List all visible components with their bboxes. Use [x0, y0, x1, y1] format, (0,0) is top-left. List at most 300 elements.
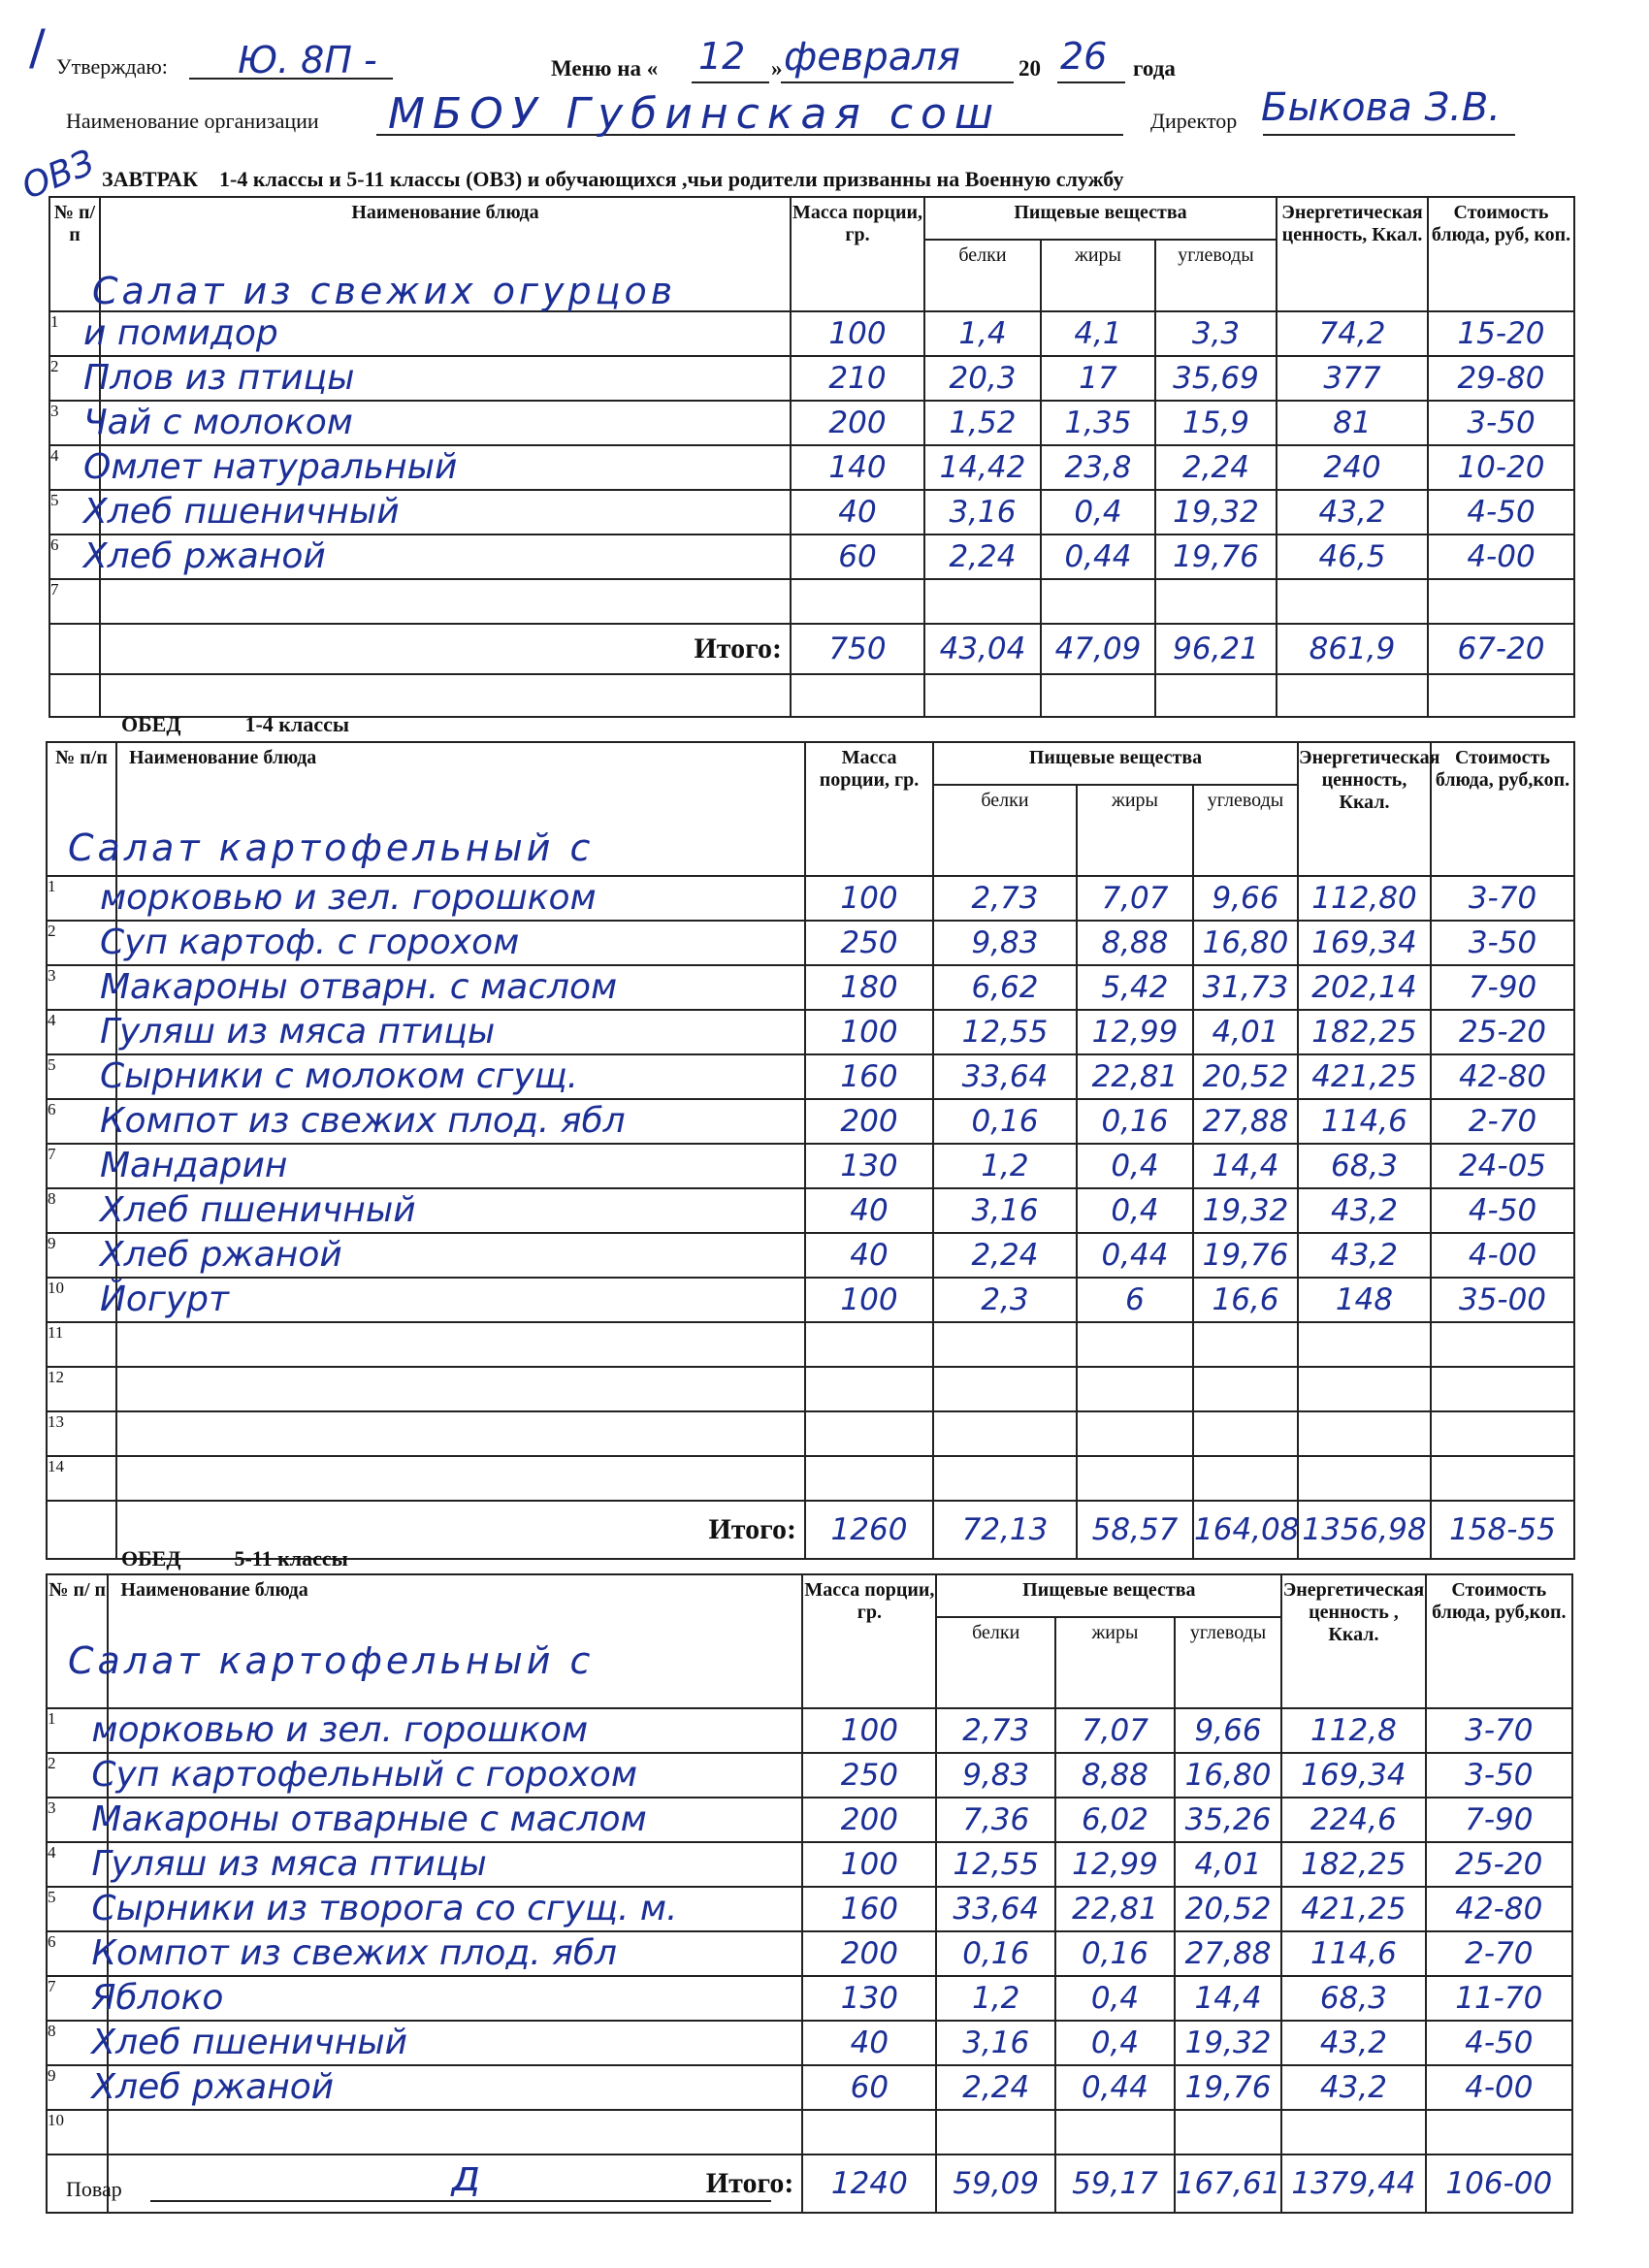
- cost-value: 42-80: [1426, 1887, 1572, 1931]
- mass-value: [805, 1456, 933, 1501]
- protein-value: 33,64: [936, 1887, 1055, 1931]
- dish-name: [83, 445, 791, 490]
- energy-value: 43,2: [1298, 1188, 1431, 1233]
- dish-name: [83, 535, 791, 579]
- fat-value: 0,44: [1041, 535, 1155, 579]
- cost-value: 3-50: [1428, 401, 1574, 445]
- menu-year-prefix: 20: [1018, 56, 1041, 81]
- row-number: 6: [49, 535, 100, 579]
- fat-value: 6,02: [1055, 1798, 1175, 1842]
- col-fat-header: жиры: [1055, 1617, 1175, 1708]
- lunch-1-4-title: ОБЕД 1-4 классы: [121, 712, 350, 736]
- energy-value: [1298, 1367, 1431, 1411]
- col-name-header: Наименование блюда: [108, 1574, 802, 1708]
- table-row: [47, 1842, 1572, 1887]
- carbs-value: 19,76: [1175, 2065, 1281, 2110]
- protein-value: 12,55: [936, 1842, 1055, 1887]
- table-row: [49, 356, 1574, 401]
- menu-year-label: года: [1133, 56, 1176, 81]
- lunch-5-11-total-carbs: 167,61: [1175, 2155, 1281, 2213]
- carbs-value: 27,88: [1175, 1931, 1281, 1976]
- lunch-1-4-total-label: Итого:: [116, 1501, 805, 1559]
- mass-value: 200: [805, 1099, 933, 1144]
- breakfast-total-cost: 67-20: [1428, 624, 1574, 674]
- col-name-header: Наименование блюда: [116, 742, 805, 876]
- fat-value: 22,81: [1077, 1054, 1193, 1099]
- lunch-1-4-total-fat: 58,57: [1077, 1501, 1193, 1559]
- mass-value: 160: [802, 1887, 936, 1931]
- mass-value: 40: [805, 1188, 933, 1233]
- fat-value: 0,4: [1077, 1144, 1193, 1188]
- carbs-value: 16,6: [1193, 1278, 1298, 1322]
- cost-value: 35-00: [1431, 1278, 1574, 1322]
- row-number: 4: [49, 445, 100, 490]
- fat-value: 17: [1041, 356, 1155, 401]
- dish-name-text: Хлеб пшеничный: [83, 492, 400, 532]
- row-number: 4: [47, 1842, 108, 1887]
- energy-value: 43,2: [1298, 1233, 1431, 1278]
- carbs-value: 35,26: [1175, 1798, 1281, 1842]
- protein-value: [936, 2110, 1055, 2155]
- carbs-value: 14,4: [1193, 1144, 1298, 1188]
- col-mass-header: Масса порции, гр.: [805, 742, 933, 876]
- cost-value: 42-80: [1431, 1054, 1574, 1099]
- dish-name-text: Гуляш из мяса птицы: [100, 1012, 496, 1052]
- menu-month: февраля: [784, 35, 960, 80]
- table-row: [47, 1233, 1574, 1278]
- mass-value: 210: [791, 356, 924, 401]
- fat-value: 0,4: [1055, 2021, 1175, 2065]
- row-number: 10: [47, 1278, 116, 1322]
- cost-value: 3-70: [1431, 876, 1574, 921]
- row-number: 10: [47, 2110, 108, 2155]
- carbs-value: 19,32: [1155, 490, 1277, 535]
- breakfast-total-protein: 43,04: [924, 624, 1041, 674]
- col-energy-header: Энергетическая ценность, Ккал.: [1298, 742, 1431, 876]
- table-row: [47, 1144, 1574, 1188]
- carbs-value: 19,76: [1155, 535, 1277, 579]
- energy-value: 112,80: [1298, 876, 1431, 921]
- row-number: 13: [47, 1411, 116, 1456]
- dish-name: [100, 876, 805, 921]
- fat-value: 0,16: [1077, 1099, 1193, 1144]
- dish-name: [100, 1144, 805, 1188]
- dish-name-text: Яблоко: [91, 1978, 224, 2018]
- protein-value: 1,52: [924, 401, 1041, 445]
- energy-value: 43,2: [1277, 490, 1428, 535]
- table-row: [47, 1708, 1572, 1753]
- carbs-value: 31,73: [1193, 965, 1298, 1010]
- row-number: 2: [49, 356, 100, 401]
- dish-name-text: Сырники с молоком сгущ.: [100, 1056, 579, 1096]
- fat-value: [1077, 1456, 1193, 1501]
- table-row: [49, 311, 1574, 356]
- col-carbs-header: углеводы: [1193, 785, 1298, 876]
- fat-value: 0,4: [1041, 490, 1155, 535]
- protein-value: 1,2: [936, 1976, 1055, 2021]
- energy-value: 421,25: [1298, 1054, 1431, 1099]
- fat-value: 12,99: [1077, 1010, 1193, 1054]
- dish-name: [83, 490, 791, 535]
- cost-value: 3-70: [1426, 1708, 1572, 1753]
- dish-name-text: морковью и зел. горошком: [91, 1710, 589, 1750]
- lunch-1-4-total-cost: 158-55: [1431, 1501, 1574, 1559]
- table-row: [49, 401, 1574, 445]
- row-number: 7: [47, 1976, 108, 2021]
- cook-signature: д: [451, 2152, 481, 2201]
- protein-value: 33,64: [933, 1054, 1077, 1099]
- cost-value: 4-00: [1426, 2065, 1572, 2110]
- dish-name: [83, 311, 791, 356]
- menu-day-close: »: [771, 56, 783, 81]
- fat-value: 0,16: [1055, 1931, 1175, 1976]
- row-number: 12: [47, 1367, 116, 1411]
- table-row: [47, 1887, 1572, 1931]
- table-row: [47, 1278, 1574, 1322]
- approve-signature: Ю. 8П -: [238, 39, 377, 81]
- mass-value: 40: [791, 490, 924, 535]
- energy-value: 114,6: [1281, 1931, 1425, 1976]
- protein-value: 2,24: [924, 535, 1041, 579]
- table-row: [47, 1367, 1574, 1411]
- fat-value: 0,44: [1055, 2065, 1175, 2110]
- mass-value: 100: [805, 1010, 933, 1054]
- row-number: 1: [49, 311, 100, 356]
- dish-name-text: Сырники из творога со сгущ. м.: [91, 1889, 678, 1928]
- dish-name-text: Хлеб ржаной: [100, 1235, 342, 1275]
- table-row: [49, 445, 1574, 490]
- dish-name-text: Плов из птицы: [83, 358, 355, 398]
- protein-value: 2,3: [933, 1278, 1077, 1322]
- row-number: 7: [49, 579, 100, 624]
- cost-value: [1431, 1322, 1574, 1367]
- dish-name: [100, 579, 791, 624]
- table-row: [47, 2065, 1572, 2110]
- col-protein-header: белки: [936, 1617, 1055, 1708]
- energy-value: 114,6: [1298, 1099, 1431, 1144]
- energy-value: 169,34: [1281, 1753, 1425, 1798]
- row-number: 14: [47, 1456, 116, 1501]
- cost-value: [1431, 1367, 1574, 1411]
- mass-value: 40: [802, 2021, 936, 2065]
- protein-value: [933, 1322, 1077, 1367]
- breakfast-pre-name: Салат из свежих огурцов: [92, 270, 677, 312]
- top-mark: /: [29, 19, 46, 76]
- lunch-5-11-total-protein: 59,09: [936, 2155, 1055, 2213]
- protein-value: 7,36: [936, 1798, 1055, 1842]
- col-mass-header: Масса порции, гр.: [791, 197, 924, 311]
- lunch-5-11-total-fat: 59,17: [1055, 2155, 1175, 2213]
- breakfast-total-energy: 861,9: [1277, 624, 1428, 674]
- col-energy-header: Энергетическая ценность , Ккал.: [1281, 1574, 1425, 1708]
- dish-name-text: Макароны отварные с маслом: [91, 1799, 647, 1839]
- protein-value: 9,83: [936, 1753, 1055, 1798]
- cost-value: 4-50: [1431, 1188, 1574, 1233]
- protein-value: [933, 1367, 1077, 1411]
- col-nutrients-header: Пищевые вещества: [936, 1574, 1281, 1617]
- dish-name: [100, 1010, 805, 1054]
- lunch-1-4-pre-name: Салат картофельный с: [68, 826, 595, 869]
- dish-name: [91, 1708, 802, 1753]
- carbs-value: 19,32: [1175, 2021, 1281, 2065]
- cost-value: 10-20: [1428, 445, 1574, 490]
- fat-value: 4,1: [1041, 311, 1155, 356]
- protein-value: 0,16: [936, 1931, 1055, 1976]
- margin-note-ovz: ОВЗ: [16, 143, 101, 208]
- dish-name: [100, 965, 805, 1010]
- row-number: 11: [47, 1322, 116, 1367]
- energy-value: 421,25: [1281, 1887, 1425, 1931]
- row-number: 5: [47, 1054, 116, 1099]
- protein-value: [933, 1411, 1077, 1456]
- carbs-value: [1175, 2110, 1281, 2155]
- fat-value: [1041, 579, 1155, 624]
- cost-value: 7-90: [1431, 965, 1574, 1010]
- col-energy-header: Энергетическая ценность, Ккал.: [1277, 197, 1428, 311]
- protein-value: 3,16: [936, 2021, 1055, 2065]
- mass-value: [805, 1367, 933, 1411]
- fat-value: [1077, 1322, 1193, 1367]
- carbs-value: 14,4: [1175, 1976, 1281, 2021]
- energy-value: 240: [1277, 445, 1428, 490]
- lunch-5-11-title: ОБЕД 5-11 классы: [121, 1546, 348, 1571]
- row-number: 5: [47, 1887, 108, 1931]
- breakfast-total-carbs: 96,21: [1155, 624, 1277, 674]
- cost-value: 4-50: [1428, 490, 1574, 535]
- row-number: 1: [47, 1708, 108, 1753]
- energy-value: 43,2: [1281, 2065, 1425, 2110]
- mass-value: [805, 1322, 933, 1367]
- breakfast-title: ЗАВТРАК 1-4 классы и 5-11 классы (ОВЗ) и обучающихся ,чьи родители призванны на Военную службу: [102, 167, 1124, 191]
- col-num-header: № п/п: [49, 197, 100, 311]
- table-row: [47, 1456, 1574, 1501]
- director-label: Директор: [1150, 109, 1238, 133]
- cost-value: 29-80: [1428, 356, 1574, 401]
- table-row: [47, 1798, 1572, 1842]
- dish-name: [91, 2065, 802, 2110]
- energy-value: 46,5: [1277, 535, 1428, 579]
- protein-value: 1,4: [924, 311, 1041, 356]
- energy-value: 224,6: [1281, 1798, 1425, 1842]
- row-number: 6: [47, 1931, 108, 1976]
- dish-name-text: Омлет натуральный: [83, 447, 458, 487]
- energy-value: 182,25: [1298, 1010, 1431, 1054]
- carbs-value: [1193, 1456, 1298, 1501]
- cost-value: 25-20: [1431, 1010, 1574, 1054]
- protein-value: 3,16: [933, 1188, 1077, 1233]
- mass-value: 130: [802, 1976, 936, 2021]
- carbs-value: 20,52: [1175, 1887, 1281, 1931]
- table-row: [47, 1753, 1572, 1798]
- cost-value: 2-70: [1431, 1099, 1574, 1144]
- fat-value: [1077, 1367, 1193, 1411]
- carbs-value: [1193, 1411, 1298, 1456]
- energy-value: 377: [1277, 356, 1428, 401]
- lunch-5-11-pre-name: Салат картофельный с: [68, 1639, 595, 1682]
- approve-label: Утверждаю:: [56, 54, 168, 79]
- carbs-value: 3,3: [1155, 311, 1277, 356]
- mass-value: 40: [805, 1233, 933, 1278]
- dish-name: [91, 1842, 802, 1887]
- row-number: 5: [49, 490, 100, 535]
- dish-name-text: и помидор: [83, 313, 278, 353]
- mass-value: 200: [802, 1931, 936, 1976]
- dish-name: [100, 1278, 805, 1322]
- row-number: 4: [47, 1010, 116, 1054]
- carbs-value: 15,9: [1155, 401, 1277, 445]
- protein-value: 20,3: [924, 356, 1041, 401]
- lunch-1-4-total-energy: 1356,98: [1298, 1501, 1431, 1559]
- energy-value: [1281, 2110, 1425, 2155]
- energy-value: [1298, 1456, 1431, 1501]
- energy-value: 74,2: [1277, 311, 1428, 356]
- protein-value: 2,73: [933, 876, 1077, 921]
- carbs-value: 27,88: [1193, 1099, 1298, 1144]
- breakfast-total-label: Итого:: [100, 624, 791, 674]
- protein-value: 12,55: [933, 1010, 1077, 1054]
- fat-value: 7,07: [1055, 1708, 1175, 1753]
- fat-value: 0,44: [1077, 1233, 1193, 1278]
- mass-value: 60: [802, 2065, 936, 2110]
- dish-name-text: Компот из свежих плод. ябл: [91, 1933, 618, 1973]
- dish-name-text: Йогурт: [100, 1280, 229, 1319]
- dish-name: [91, 1753, 802, 1798]
- col-nutrients-header: Пищевые вещества: [924, 197, 1277, 240]
- dish-name: [83, 401, 791, 445]
- table-row: [47, 1010, 1574, 1054]
- dish-name: [91, 1976, 802, 2021]
- table-row: [47, 965, 1574, 1010]
- mass-value: 100: [805, 1278, 933, 1322]
- carbs-value: 16,80: [1175, 1753, 1281, 1798]
- protein-value: 6,62: [933, 965, 1077, 1010]
- fat-value: 8,88: [1077, 921, 1193, 965]
- cost-value: [1431, 1456, 1574, 1501]
- dish-name-text: Хлеб пшеничный: [91, 2023, 408, 2062]
- protein-value: 2,24: [933, 1233, 1077, 1278]
- col-nutrients-header: Пищевые вещества: [933, 742, 1298, 785]
- table-row: [47, 1411, 1574, 1456]
- cost-value: 2-70: [1426, 1931, 1572, 1976]
- dish-name-text: Компот из свежих плод. ябл: [100, 1101, 626, 1141]
- dish-name-text: морковью и зел. горошком: [100, 878, 597, 918]
- cost-value: 3-50: [1431, 921, 1574, 965]
- cost-value: 11-70: [1426, 1976, 1572, 2021]
- dish-name: [91, 1931, 802, 1976]
- breakfast-total-mass: 750: [791, 624, 924, 674]
- dish-name: [108, 2110, 802, 2155]
- dish-name: [100, 1054, 805, 1099]
- mass-value: 60: [791, 535, 924, 579]
- menu-title-label: Меню на «: [551, 56, 659, 81]
- mass-value: 180: [805, 965, 933, 1010]
- row-number: 1: [47, 876, 116, 921]
- dish-name-text: Суп картоф. с горохом: [100, 923, 520, 962]
- mass-value: 200: [802, 1798, 936, 1842]
- dish-name-text: Хлеб ржаной: [83, 536, 326, 576]
- energy-value: [1298, 1411, 1431, 1456]
- col-num-header: № п/п: [47, 742, 116, 876]
- row-number: 8: [47, 2021, 108, 2065]
- dish-name-text: Макароны отварн. с маслом: [100, 967, 618, 1007]
- mass-value: 130: [805, 1144, 933, 1188]
- col-fat-header: жиры: [1077, 785, 1193, 876]
- fat-value: [1055, 2110, 1175, 2155]
- row-number: 2: [47, 921, 116, 965]
- lunch-5-11-total-cost: 106-00: [1426, 2155, 1572, 2213]
- table-row: [49, 579, 1574, 624]
- protein-value: 2,24: [936, 2065, 1055, 2110]
- cost-value: 4-00: [1428, 535, 1574, 579]
- dish-name: [116, 1322, 805, 1367]
- org-label: Наименование организации: [66, 109, 319, 133]
- mass-value: 100: [802, 1708, 936, 1753]
- lunch-5-11-total-label: Итого:: [108, 2155, 802, 2213]
- cost-value: 15-20: [1428, 311, 1574, 356]
- dish-name: [83, 356, 791, 401]
- cost-value: 24-05: [1431, 1144, 1574, 1188]
- carbs-value: 4,01: [1175, 1842, 1281, 1887]
- dish-name-text: Мандарин: [100, 1146, 288, 1185]
- col-cost-header: Стоимость блюда, руб,коп.: [1426, 1574, 1572, 1708]
- lunch-5-11-total-energy: 1379,44: [1281, 2155, 1425, 2213]
- mass-value: 100: [791, 311, 924, 356]
- dish-name: [91, 1887, 802, 1931]
- cost-value: [1426, 2110, 1572, 2155]
- lunch-1-4-total-protein: 72,13: [933, 1501, 1077, 1559]
- energy-value: [1298, 1322, 1431, 1367]
- row-number: 7: [47, 1144, 116, 1188]
- protein-value: [924, 579, 1041, 624]
- carbs-value: 19,32: [1193, 1188, 1298, 1233]
- mass-value: 100: [805, 876, 933, 921]
- dish-name: [116, 1411, 805, 1456]
- fat-value: 0,4: [1077, 1188, 1193, 1233]
- carbs-value: [1155, 579, 1277, 624]
- col-cost-header: Стоимость блюда, руб,коп.: [1431, 742, 1574, 876]
- protein-value: [933, 1456, 1077, 1501]
- dish-name-text: Гуляш из мяса птицы: [91, 1844, 487, 1884]
- carbs-value: 2,24: [1155, 445, 1277, 490]
- col-protein-header: белки: [924, 240, 1041, 311]
- table-row: [49, 535, 1574, 579]
- table-row: [47, 876, 1574, 921]
- dish-name-text: Хлеб ржаной: [91, 2067, 335, 2107]
- table-row: [47, 1099, 1574, 1144]
- mass-value: 160: [805, 1054, 933, 1099]
- row-number: 2: [47, 1753, 108, 1798]
- row-number: 9: [47, 1233, 116, 1278]
- mass-value: 100: [802, 1842, 936, 1887]
- table-row: [47, 1054, 1574, 1099]
- protein-value: 1,2: [933, 1144, 1077, 1188]
- cost-value: 4-50: [1426, 2021, 1572, 2065]
- row-number: 3: [47, 1798, 108, 1842]
- energy-value: 81: [1277, 401, 1428, 445]
- table-row: [49, 490, 1574, 535]
- energy-value: 202,14: [1298, 965, 1431, 1010]
- col-mass-header: Масса порции, гр.: [802, 1574, 936, 1708]
- carbs-value: 16,80: [1193, 921, 1298, 965]
- dish-name: [91, 1798, 802, 1842]
- org-value: МБОУ Губинская сош: [388, 89, 1002, 139]
- dish-name: [100, 921, 805, 965]
- dish-name-text: Хлеб пшеничный: [100, 1190, 416, 1230]
- fat-value: 8,88: [1055, 1753, 1175, 1798]
- energy-value: 68,3: [1281, 1976, 1425, 2021]
- menu-day: 12: [698, 35, 746, 78]
- cost-value: [1428, 579, 1574, 624]
